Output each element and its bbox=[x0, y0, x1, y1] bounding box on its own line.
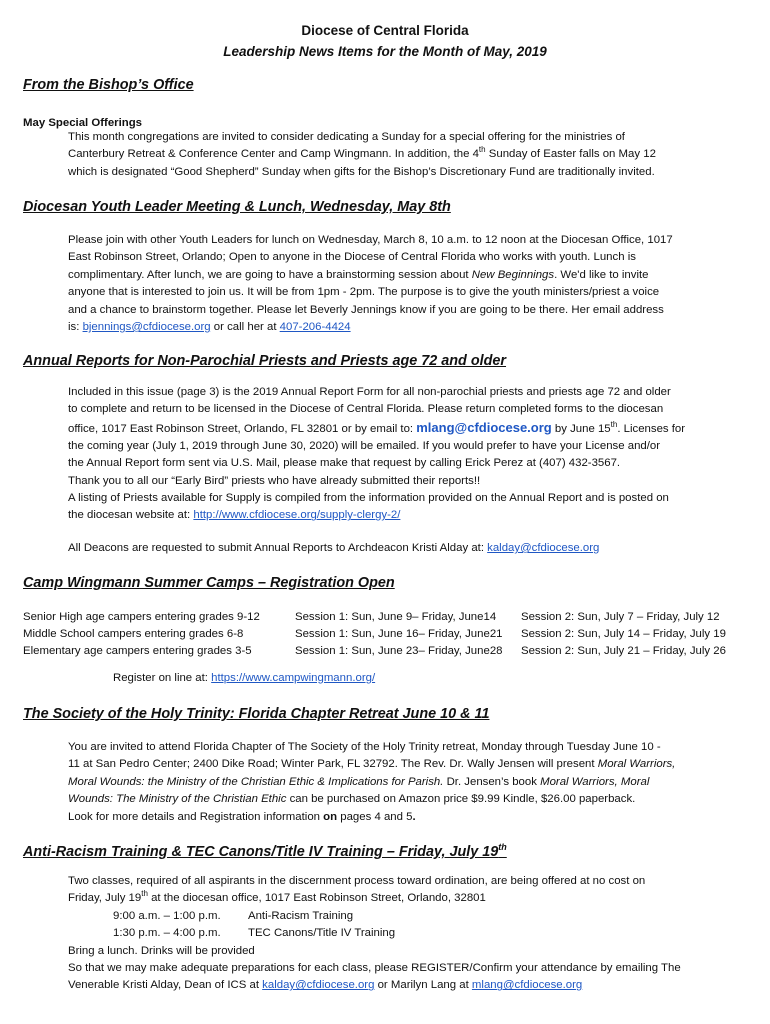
section-heading-annual-reports: Annual Reports for Non-Parochial Priests and Priests age 72 and older bbox=[23, 353, 507, 369]
text-line: and a chance to brainstorm together. Please let Beverly Jennings know if you are going to be there. Her email address bbox=[68, 303, 664, 316]
text-line: Venerable Kristi Alday, Dean of ICS at kalday@cfdiocese.org or Marilyn Lang at mlang@cfdiocese.org bbox=[68, 979, 583, 992]
camp-group: Elementary age campers entering grades 3-5 bbox=[23, 645, 252, 657]
text-line: the diocesan website at: http://www.cfdiocese.org/supply-clergy-2/ bbox=[68, 509, 401, 522]
section-heading-camp: Camp Wingmann Summer Camps – Registration Open bbox=[23, 575, 395, 591]
text-line: A listing of Priests available for Supply is compiled from the information provided on the Annual Report and is posted on bbox=[68, 492, 669, 505]
section-heading-youth: Diocesan Youth Leader Meeting & Lunch, Wednesday, May 8th bbox=[23, 199, 451, 215]
text-line: Please join with other Youth Leaders for lunch on Wednesday, March 8, 10 a.m. to 12 noon at the Diocesan Office, 1017 bbox=[68, 234, 673, 246]
camp-group: Middle School campers entering grades 6-8 bbox=[23, 628, 244, 640]
text-line: Friday, July 19th at the diocesan office, 1017 East Robinson Street, Orlando, 32801 bbox=[68, 889, 486, 905]
text-line: office, 1017 East Robinson Street, Orlando, FL 32801 or by email to: mlang@cfdiocese.org by June 15th. Licenses for bbox=[68, 419, 686, 435]
text-line: which is designated “Good Shepherd” Sunday when gifts for the Bishop’s Discretionary Fund are traditionally invited. bbox=[68, 165, 655, 178]
camp-session-1: Session 1: Sun, June 23– Friday, June28 bbox=[295, 645, 503, 657]
text-line: Included in this issue (page 3) is the 2019 Annual Report Form for all non-parochial priests and priests age 72 and older bbox=[68, 386, 671, 398]
camp-session-1: Session 1: Sun, June 16– Friday, June21 bbox=[295, 628, 503, 640]
text-line: the coming year (July 1, 2019 through June 30, 2020) will be emailed. If you would prefer to have your License and/or bbox=[68, 439, 661, 452]
text-line: Thank you to all our “Early Bird” priests who have already submitted their reports!! bbox=[68, 474, 481, 487]
society-paragraph bbox=[68, 739, 748, 826]
schedule-item: 1:30 p.m. – 4:00 p.m. TEC Canons/Title IV Training bbox=[113, 927, 396, 940]
text-line: Register on line at: https://www.campwingmann.org/ bbox=[113, 672, 376, 684]
camp-session-1: Session 1: Sun, June 9– Friday, June14 bbox=[295, 611, 497, 623]
text-line: 11 at San Pedro Center; 2400 Dike Road; Winter Park, FL 32792. The Rev. Dr. Wally Jensen will present Moral Warriors, bbox=[68, 758, 676, 771]
camp-register bbox=[113, 670, 770, 687]
text-line: Look for more details and Registration information on pages 4 and 5. bbox=[68, 810, 416, 823]
text-line: Two classes, required of all aspirants in the discernment process toward ordination, are being offered at no cost on bbox=[68, 875, 646, 887]
camp-session-2: Session 2: Sun, July 21 – Friday, July 26 bbox=[521, 645, 726, 657]
schedule-item: 9:00 a.m. – 1:00 p.m. Anti-Racism Training bbox=[113, 909, 354, 922]
text-line: Bring a lunch. Drinks will be provided bbox=[68, 944, 255, 957]
text-line: You are invited to attend Florida Chapter of The Society of the Holy Trinity retreat, Monday through Tuesday June 10 - bbox=[68, 741, 661, 753]
camp-row bbox=[23, 643, 753, 661]
text-line: All Deacons are requested to submit Annual Reports to Archdeacon Kristi Alday at: kalday@cfdiocese.org bbox=[68, 542, 600, 554]
section-heading-bishop: From the Bishop’s Office bbox=[23, 77, 194, 93]
text-line: So that we may make adequate preparations for each class, please REGISTER/Confirm your attendance by emailing The bbox=[68, 962, 681, 975]
camp-group: Senior High age campers entering grades 9-12 bbox=[23, 611, 260, 623]
reports-paragraph bbox=[68, 384, 748, 525]
phone-link[interactable]: 407-206-4424 bbox=[279, 321, 351, 334]
text-line: is: bjennings@cfdiocese.org or call her at 407-206-4424 bbox=[68, 321, 351, 334]
camp-register-link[interactable]: https://www.campwingmann.org/ bbox=[211, 672, 376, 684]
subheading-may-offerings: May Special Offerings bbox=[23, 117, 143, 129]
camp-row bbox=[23, 626, 753, 644]
text-line: East Robinson Street, Orlando; Open to anyone in the Diocese of Central Florida who works with youth. Lunch is bbox=[68, 251, 636, 264]
deacons-paragraph bbox=[68, 540, 748, 557]
antiracism-paragraph bbox=[68, 873, 748, 995]
text-line: This month congregations are invited to consider dedicating a Sunday for a special offering for the ministries of bbox=[68, 131, 625, 143]
camp-session-2: Session 2: Sun, July 14 – Friday, July 19 bbox=[521, 628, 726, 640]
email-link-kalday-2[interactable]: kalday@cfdiocese.org bbox=[262, 979, 375, 992]
camp-session-2: Session 2: Sun, July 7 – Friday, July 12 bbox=[521, 611, 720, 623]
email-link-kalday[interactable]: kalday@cfdiocese.org bbox=[487, 542, 600, 554]
section-heading-society: The Society of the Holy Trinity: Florida Chapter Retreat June 10 & 11 bbox=[23, 706, 490, 722]
document-title: Diocese of Central Florida bbox=[301, 23, 469, 38]
text-line: the Annual Report form sent via U.S. Mail, please make that request by calling Erick Perez at (407) 432-3567. bbox=[68, 457, 621, 470]
bishop-paragraph bbox=[68, 129, 748, 181]
text-line: complimentary. After lunch, we are going to have a brainstorming session about New Beginnings. We'd like to invite bbox=[68, 268, 649, 281]
text-line: Canterbury Retreat & Conference Center and Camp Wingmann. In addition, the 4th Sunday of Easter falls on May 12 bbox=[68, 145, 656, 161]
supply-clergy-link[interactable]: http://www.cfdiocese.org/supply-clergy-2/ bbox=[193, 509, 401, 522]
email-link-bjennings[interactable]: bjennings@cfdiocese.org bbox=[82, 321, 211, 334]
text-line: anyone that is interested to join us. It will be from 1pm - 2pm. The purpose is to give the youth ministers/priest a voice bbox=[68, 286, 660, 299]
email-mlang-bold[interactable]: mlang@cfdiocese.org bbox=[416, 419, 552, 435]
section-heading-antiracism: Anti-Racism Training & TEC Canons/Title IV Training – Friday, July 19th bbox=[23, 842, 507, 860]
text-line: Moral Wounds: the Ministry of the Christian Ethic & Implications for Parish. Dr. Jensen’s book Moral Warriors, Moral bbox=[68, 775, 650, 788]
document-subtitle: Leadership News Items for the Month of May, 2019 bbox=[223, 44, 547, 59]
camp-row bbox=[23, 609, 753, 627]
email-link-mlang[interactable]: mlang@cfdiocese.org bbox=[471, 979, 583, 992]
text-line: to complete and return to be licensed in the Diocese of Central Florida. Please return completed forms to the diocesan bbox=[68, 403, 664, 416]
youth-paragraph bbox=[68, 232, 748, 336]
text-line: Wounds: The Ministry of the Christian Ethic can be purchased on Amazon price $9.99 Kindle, $26.00 paperback. bbox=[68, 793, 636, 806]
